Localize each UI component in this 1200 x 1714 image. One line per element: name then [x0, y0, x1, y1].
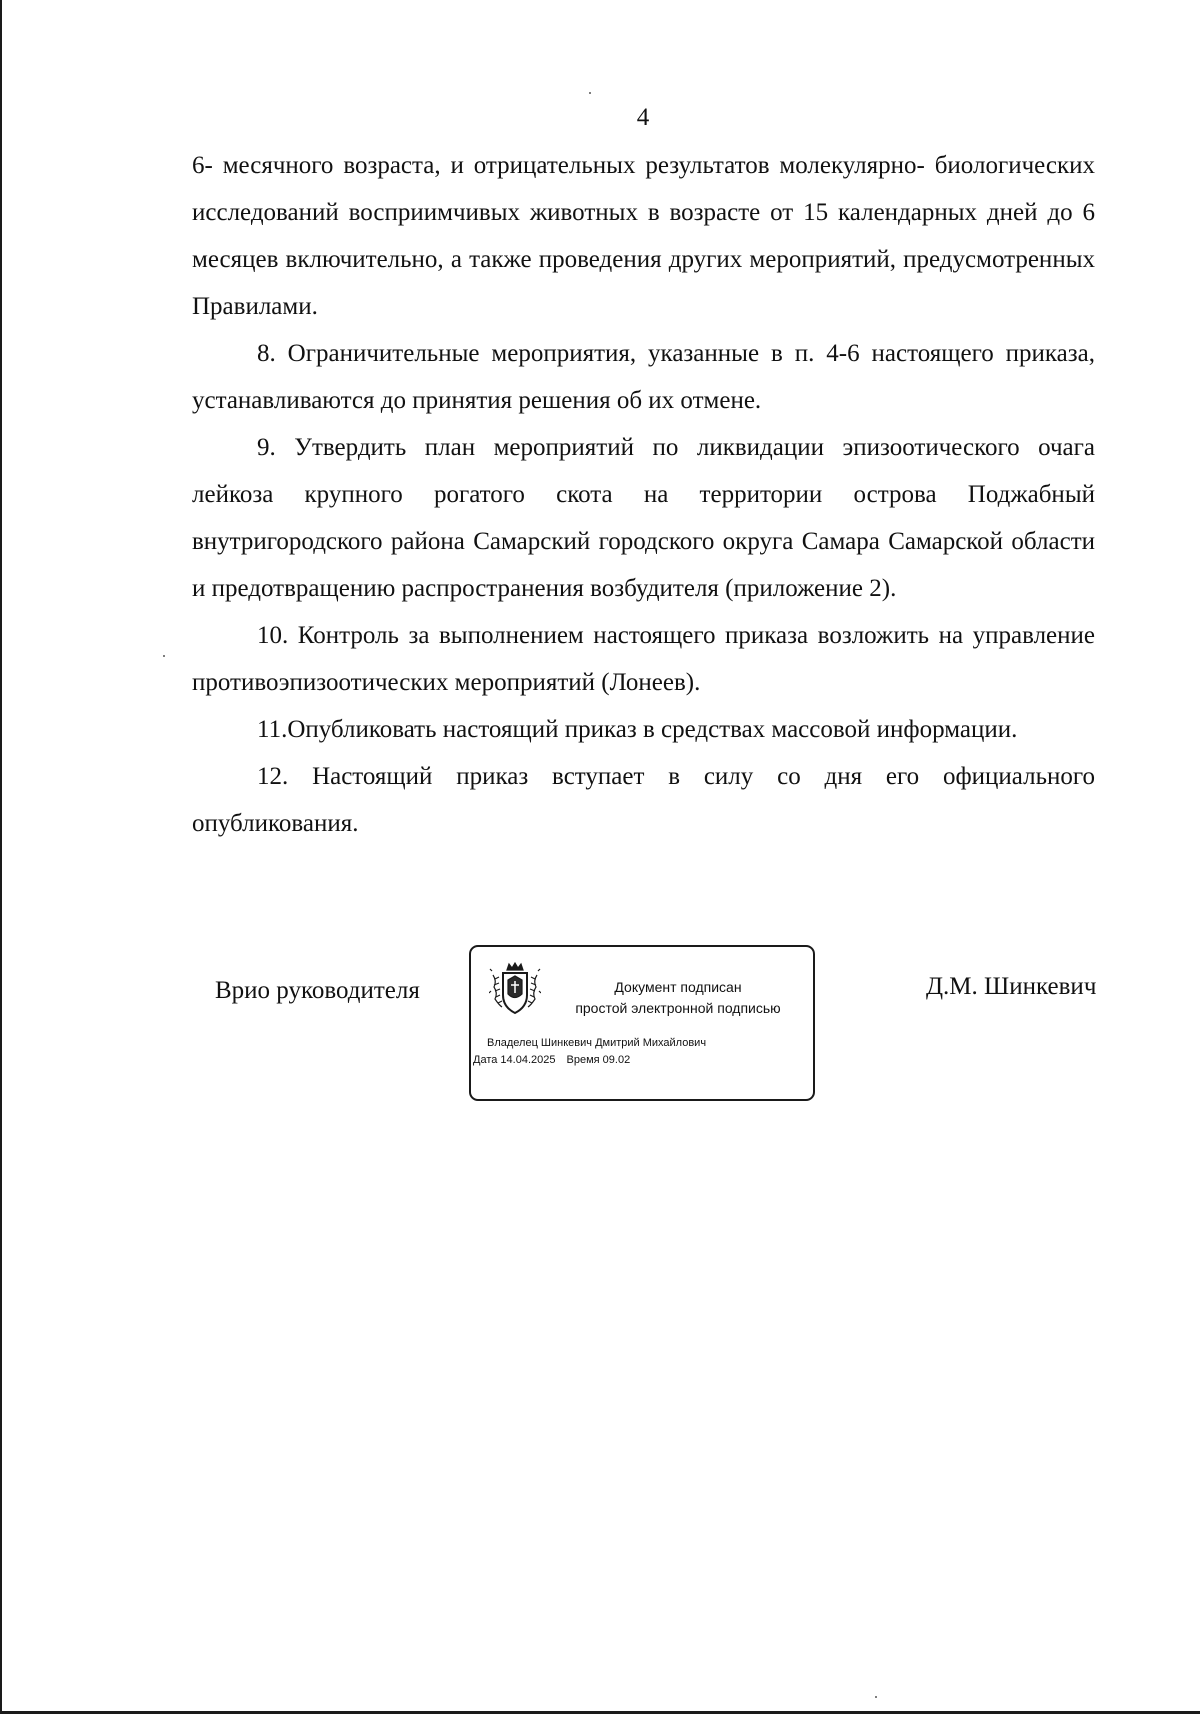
- paragraph-10: 10. Контроль за выполнением настоящего приказа возложить на управление противоэпизоотических мероприятий (Лонеев).: [192, 622, 1095, 696]
- stamp-datetime: [473, 1054, 630, 1066]
- signer-position: Врио руководителя: [215, 977, 420, 1004]
- stamp-line-simple-signature: простой электронной подписью: [575, 1000, 781, 1016]
- paragraph-continuation: 6- месячного возраста, и отрицательных результатов молекулярно- биологических исследований восприимчивых животных в возрасте от 15 календарных дней до 6 месяцев включительно, а также проведения других мероприятий, предусмотренных Правилами.: [192, 152, 1095, 320]
- scan-speck: [589, 92, 591, 94]
- scan-speck: [875, 1696, 877, 1698]
- stamp-title: [553, 977, 803, 1019]
- stamp-date: Дата 14.04.2025: [473, 1054, 556, 1066]
- stamp-line-signed: Документ подписан: [614, 979, 742, 995]
- stamp-owner: Владелец Шинкевич Дмитрий Михайлович: [487, 1037, 707, 1049]
- paragraph-9: 9. Утвердить план мероприятий по ликвидации эпизоотического очага лейкоза крупного рогатого скота на территории острова Поджабный внутригородского района Самарский городского округа Самара Самарской области и предотвращению распространения возбудителя (приложение 2).: [192, 434, 1095, 602]
- paragraph-8: 8. Ограничительные мероприятия, указанные в п. 4-6 настоящего приказа, устанавливаются до принятия решения об их отмене.: [192, 340, 1095, 414]
- page-number: 4: [636, 104, 650, 131]
- scan-speck: [163, 655, 165, 657]
- electronic-signature-stamp: [469, 945, 815, 1101]
- coat-of-arms-icon: [489, 961, 541, 1017]
- document-body: [192, 142, 1095, 847]
- stamp-time: Время 09.02: [566, 1054, 631, 1066]
- paragraph-11: 11.Опубликовать настоящий приказ в средствах массовой информации.: [257, 716, 1018, 743]
- scan-border-left: [0, 0, 2, 1714]
- signer-name: Д.М. Шинкевич: [926, 973, 1097, 1000]
- paragraph-12: 12. Настоящий приказ вступает в силу со дня его официального опубликования.: [192, 763, 1095, 837]
